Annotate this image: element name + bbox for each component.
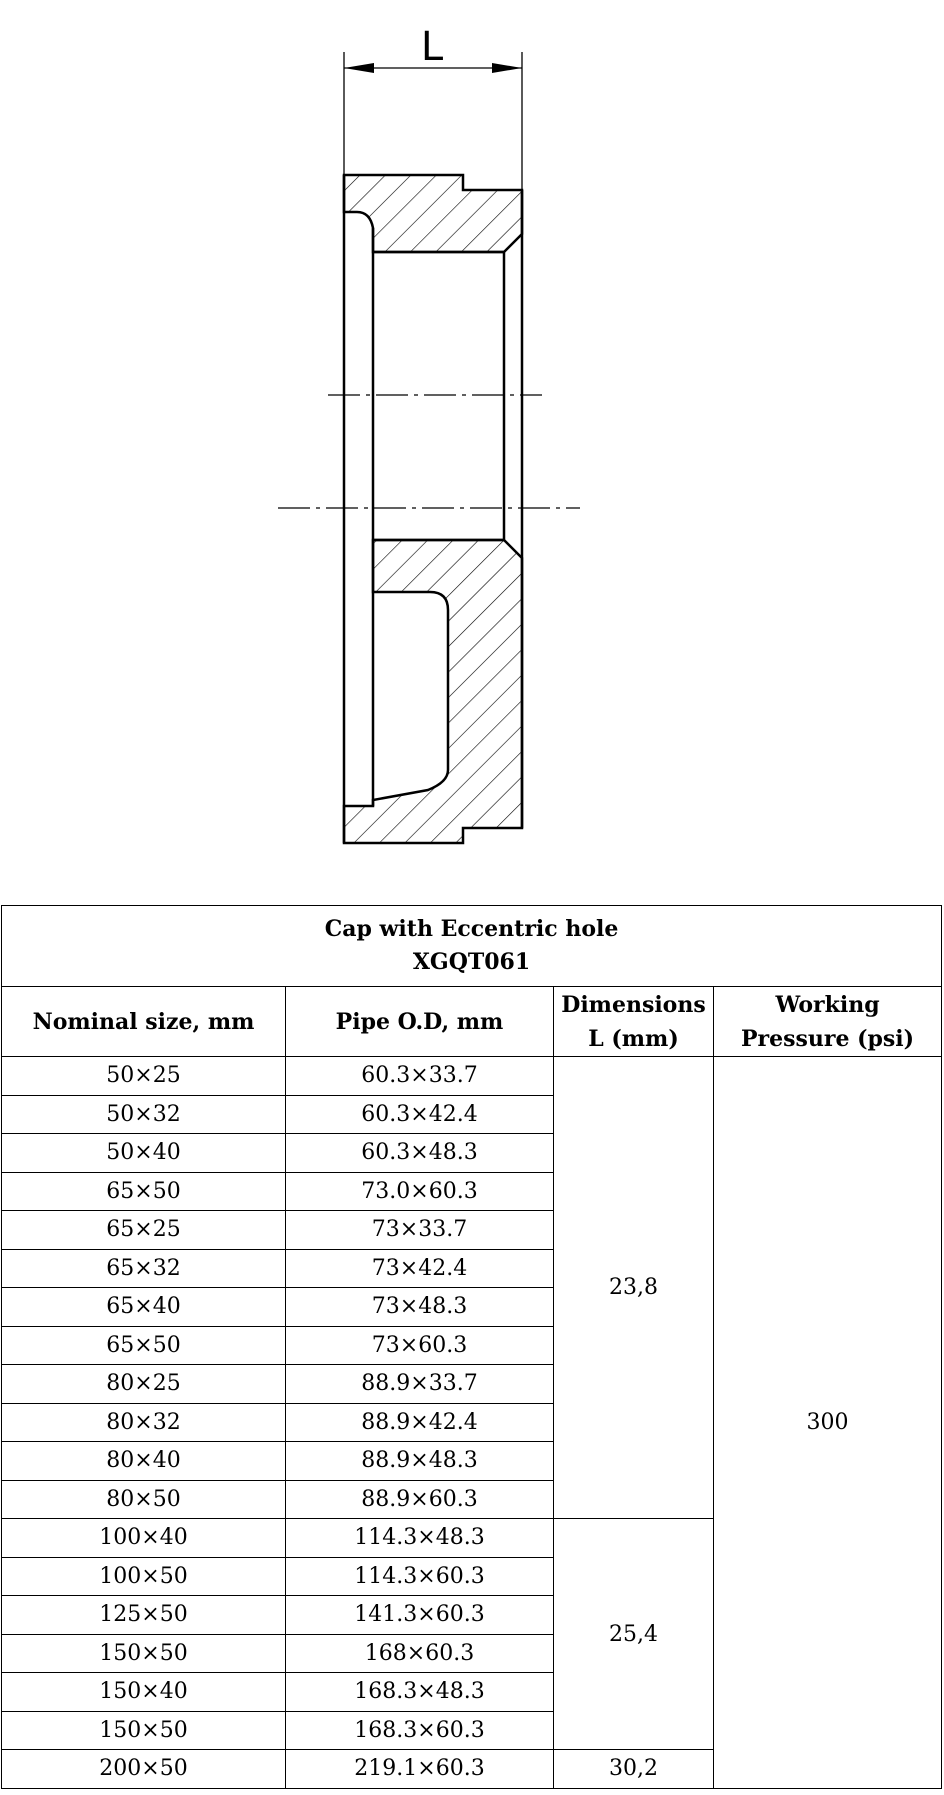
section-bottom [344, 540, 522, 843]
center-lines [278, 395, 580, 508]
title-line-2: XGQT061 [412, 949, 531, 975]
cell-nominal-size: 80×40 [2, 1442, 286, 1481]
cell-pipe-od: 168.3×60.3 [286, 1711, 554, 1750]
cell-pipe-od: 60.3×42.4 [286, 1095, 554, 1134]
cell-nominal-size: 65×32 [2, 1249, 286, 1288]
technical-drawing [0, 0, 944, 870]
header-pressure-line-1: Working [775, 991, 880, 1018]
title-line-1: Cap with Eccentric hole [324, 916, 619, 942]
cell-pipe-od: 60.3×33.7 [286, 1057, 554, 1096]
header-pressure-line-2: Pressure (psi) [740, 1025, 915, 1052]
cell-pipe-od: 88.9×48.3 [286, 1442, 554, 1481]
header-dimensions-line-1: Dimensions [561, 991, 706, 1018]
cell-dimension-l: 23,8 [554, 1057, 714, 1519]
cell-pipe-od: 73×48.3 [286, 1288, 554, 1327]
cell-pipe-od: 88.9×33.7 [286, 1365, 554, 1404]
table-title [2, 906, 942, 987]
cell-pipe-od: 88.9×42.4 [286, 1403, 554, 1442]
header-dimensions [554, 987, 714, 1057]
cell-nominal-size: 100×50 [2, 1557, 286, 1596]
cell-nominal-size: 50×32 [2, 1095, 286, 1134]
cell-nominal-size: 150×40 [2, 1673, 286, 1712]
cell-nominal-size: 65×50 [2, 1326, 286, 1365]
header-pressure [714, 987, 942, 1057]
cell-pipe-od: 114.3×60.3 [286, 1557, 554, 1596]
cell-pipe-od: 73.0×60.3 [286, 1172, 554, 1211]
header-pipe-od: Pipe O.D, mm [286, 987, 554, 1057]
cell-pipe-od: 73×33.7 [286, 1211, 554, 1250]
cell-pipe-od: 219.1×60.3 [286, 1750, 554, 1789]
cell-pipe-od: 168×60.3 [286, 1634, 554, 1673]
header-dimensions-line-2: L (mm) [588, 1025, 679, 1052]
section-top [344, 175, 522, 252]
cell-pipe-od: 168.3×48.3 [286, 1673, 554, 1712]
cell-nominal-size: 65×40 [2, 1288, 286, 1327]
cell-nominal-size: 80×25 [2, 1365, 286, 1404]
cell-nominal-size: 150×50 [2, 1711, 286, 1750]
cell-nominal-size: 80×32 [2, 1403, 286, 1442]
table-row [2, 1057, 942, 1096]
cell-nominal-size: 65×25 [2, 1211, 286, 1250]
dimension-label: L [420, 24, 444, 70]
cell-nominal-size: 100×40 [2, 1519, 286, 1558]
cell-pipe-od: 73×60.3 [286, 1326, 554, 1365]
cell-nominal-size: 125×50 [2, 1596, 286, 1635]
cell-nominal-size: 50×40 [2, 1134, 286, 1173]
cell-nominal-size: 150×50 [2, 1634, 286, 1673]
cell-dimension-l: 25,4 [554, 1519, 714, 1750]
cell-pipe-od: 114.3×48.3 [286, 1519, 554, 1558]
dimension-l [344, 24, 522, 190]
cell-working-pressure: 300 [714, 1057, 942, 1789]
cell-pipe-od: 88.9×60.3 [286, 1480, 554, 1519]
cell-dimension-l: 30,2 [554, 1750, 714, 1789]
spec-table [1, 905, 942, 1789]
cell-nominal-size: 50×25 [2, 1057, 286, 1096]
cell-pipe-od: 73×42.4 [286, 1249, 554, 1288]
cell-nominal-size: 80×50 [2, 1480, 286, 1519]
cell-pipe-od: 141.3×60.3 [286, 1596, 554, 1635]
cell-nominal-size: 65×50 [2, 1172, 286, 1211]
cell-pipe-od: 60.3×48.3 [286, 1134, 554, 1173]
header-nominal: Nominal size, mm [2, 987, 286, 1057]
cell-nominal-size: 200×50 [2, 1750, 286, 1789]
